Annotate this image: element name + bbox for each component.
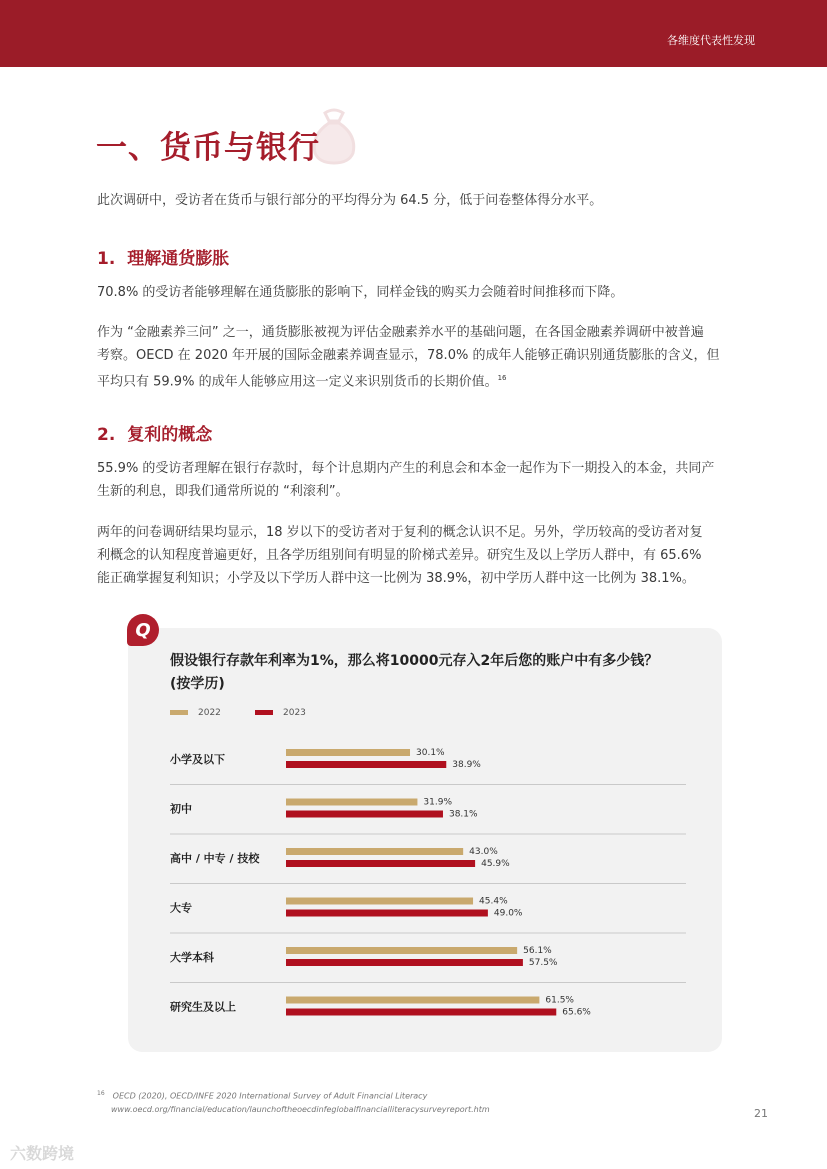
inflation-paragraph-2: [97, 321, 757, 393]
data-label: 61.5%: [545, 995, 574, 1006]
section-heading-inflation: [97, 244, 229, 269]
footnote: [97, 1087, 490, 1116]
paragraph-line: 两年的问卷调研结果均显示，18 岁以下的受访者对于复利的概念认识不足。另外，学历较高的受访者对复: [97, 525, 703, 540]
paragraph-line: 考察。OECD 在 2020 年开展的国际金融素养调查显示，78.0% 的成年人能够正确识别通货膨胀的含义，但: [97, 348, 720, 363]
data-label: 57.5%: [528, 958, 558, 968]
legend-label: 2022: [198, 708, 221, 718]
paragraph-line: 利概念的认知程度普遍更好，且各学历组别间有明显的阶梯式差异。研究生及以上学历人群中，有 65.6%: [97, 548, 702, 563]
header-bar: [0, 0, 827, 67]
data-label: 56.1%: [523, 946, 552, 956]
category-label: 初中: [170, 802, 192, 816]
footnote-ref: 16: [497, 374, 507, 382]
category-label: 大学本科: [170, 951, 214, 964]
paragraph-line: 作为 “金融素养三问” 之一，通货膨胀被视为评估金融素养水平的基础问题，在各国金融素养调研中被普遍: [97, 325, 704, 340]
compound-paragraph-1: [97, 457, 757, 503]
question-subtitle: (按学历): [170, 676, 225, 692]
section-label: 各维度代表性发现: [667, 34, 755, 47]
footnote-url: www.oecd.org/financial/education/launchoftheoecdinfeglobalfinancialliteracysurveyreport.htm: [111, 1104, 490, 1114]
section-title: 理解通货膨胀: [127, 249, 230, 269]
paragraph-line: 平均只有 59.9% 的成年人能够应用这一定义来识别货币的长期价值。: [97, 374, 498, 390]
intro-paragraph: 此次调研中，受访者在货币与银行部分的平均得分为 64.5 分，低于问卷整体得分水平。: [97, 193, 603, 208]
paragraph-line: 55.9% 的受访者理解在银行存款时，每个计息期内产生的利息会和本金一起作为下一期投入的本金，共同产: [97, 461, 715, 476]
footnote-citation: OECD (2020), OECD/INFE 2020 International Survey of Adult Financial Literacy: [112, 1091, 428, 1101]
data-label: 38.9%: [452, 760, 481, 770]
brand-watermark: 六数跨境: [10, 1144, 75, 1163]
data-label: 43.0%: [469, 847, 498, 857]
footnote-number: 16: [97, 1090, 105, 1097]
data-label: 31.9%: [423, 797, 453, 808]
paragraph-line: 能正确掌握复利知识；小学及以下学历人群中这一比例为 38.9%，初中学历人群中这一比例为 38.1%。: [97, 571, 695, 586]
category-label: 研究生及以上: [170, 1000, 236, 1014]
legend-swatch: [170, 710, 188, 715]
legend-swatch: [255, 710, 273, 715]
question-badge: Q: [127, 614, 159, 646]
category-label: 高中 / 中专 / 技校: [170, 852, 260, 865]
data-label: 38.1%: [448, 809, 478, 820]
compound-paragraph-2: [97, 521, 757, 590]
legend-label: 2023: [283, 708, 306, 718]
inflation-paragraph-1: 70.8% 的受访者能够理解在通货膨胀的影响下，同样金钱的购买力会随着时间推移而下降。: [97, 285, 624, 300]
legend-item-2022: [170, 708, 221, 718]
paragraph-line: 生新的利息，即我们通常所说的 “利滚利”。: [97, 484, 349, 499]
question-line: 假设银行存款年利率为1%，那么将10000元存入2年后您的账户中有多少钱？: [170, 653, 659, 669]
category-label: 小学及以下: [170, 753, 225, 766]
section-number: 1.: [97, 249, 116, 269]
data-label: 49.0%: [493, 908, 523, 919]
data-label: 65.6%: [562, 1007, 591, 1018]
legend-item-2023: [255, 708, 306, 718]
question-text: [170, 650, 700, 696]
page-number: 21: [754, 1107, 768, 1120]
category-label: 大专: [170, 901, 192, 915]
section-number: 2.: [97, 425, 116, 445]
section-heading-compound-interest: [97, 420, 212, 445]
section-title: 复利的概念: [127, 425, 213, 445]
page-title: 一、货币与银行: [96, 130, 320, 166]
data-label: 45.9%: [481, 859, 510, 869]
data-label: 30.1%: [416, 748, 445, 758]
data-label: 45.4%: [479, 896, 508, 907]
